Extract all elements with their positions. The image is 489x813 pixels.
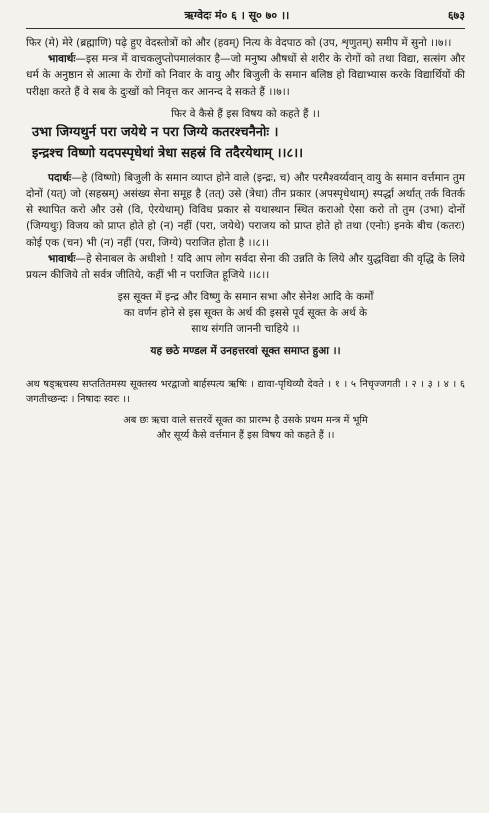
next-sukta-info: अथ षड्ऋचस्य सप्ततितमस्य सूक्तस्य भरद्वाजो बार्हस्पत्य ऋषिः । द्यावा-पृथिव्यौ देवते । १ । ५ निचृज्जगती । २ । ३ । ४ । ६ जगतीच्छन्दः । निषादः स्वरः ।। bbox=[26, 379, 465, 406]
padartha-text: —हे (विष्णो) बिजुली के समान व्याप्त होने वाले (इन्द्रः, च) और परमैश्वर्य्यवान् वायु के समान वर्त्तमान तुम दोनों (यत्) जो (सहस्रम्) असंख्य सेना समूह है (तत्) उसे (त्रेधा) तीन प्रकार (अपस्पृधेथाम्) स्पर्द्धा अर्थात् तर्क वितर्क से स्थापित करो और उसे (वि, ऐरयेथाम्) विविध प्रकार से यथास्थान स्थित कराओ ऐसा करो तो तुम (उभा) दोनों (जिग्यथुः) विजय को प्राप्त होते हो (न) नहीं (परा, जयेथे) पराजय को प्राप्त होते हो तथा (एनोः) इनके बीच (कतरः) कोई एक (चन) भी (न) नहीं (परा, जिग्ये) पराजित होता है ।।८।। bbox=[26, 171, 465, 249]
page-header bbox=[26, 8, 465, 24]
closing-line: यह छठे मण्डल में उनहत्तरवां सूक्त समाप्त हुआ ।। bbox=[150, 345, 341, 358]
summary-line-3: साथ संगति जाननी चाहिये ।। bbox=[191, 323, 300, 336]
bhavartha-label-2: भावार्थः bbox=[48, 252, 76, 265]
summary-line-2: का वर्णन होने से इस सूक्त के अर्थ की इससे पूर्व सूक्त के अर्थ के bbox=[123, 307, 368, 320]
bhavartha-paragraph-1 bbox=[26, 51, 465, 100]
bhavartha-paragraph-2 bbox=[26, 251, 465, 283]
header-title: ऋग्वेदः मं० ६ । सू० ७० ।। bbox=[184, 9, 290, 22]
subject-line: फिर वे कैसे हैं इस विषय को कहते हैं ।। bbox=[171, 107, 320, 120]
intro-paragraph: फिर (मे) मेरे (ब्रह्माणि) पढ़े हुए वेदस्तोत्रों को और (हवम्) नित्य के वेदपाठ को (उप, शृणुतम्) समीप में सुनो ।।७।। bbox=[26, 37, 452, 49]
final-line-1: अब छः ऋचा वाले सत्तरवें सूक्त का प्रारम्भ है उसके प्रथम मन्त्र में भूमि bbox=[123, 415, 368, 427]
page-number: ६७३ bbox=[447, 9, 465, 22]
bhavartha-label-1: भावार्थः bbox=[48, 53, 76, 66]
padartha-paragraph bbox=[26, 170, 465, 251]
header-rule bbox=[26, 28, 465, 29]
bhavartha-text-1: —इस मन्त्र में वाचकलुप्तोपमालंकार है—जो मनुष्य औषधों से शरीर के रोगों को तथा विद्या, सत्संग और धर्म के अनुष्ठान से आत्मा के रोगों को निवार के वायु और बिजुली के समान बलिष्ठ हो विद्याभ्यास करके विद्यार्थियों की परीक्षा करते हैं वे सब के दुःखों को निवृत्त कर आनन्द दे सकते हैं ।।७।। bbox=[26, 53, 465, 98]
padartha-label: पदार्थः bbox=[48, 171, 72, 184]
mantra-line-2: इन्द्रश्च विष्णो यदपस्पृधेथां त्रेधा सहस्रं वि तदैरयेथाम् ।।८।। bbox=[32, 145, 304, 161]
mantra-line-1: उभा जिग्यथुर्न परा जयेथे न परा जिग्ये कतरश्चनैनोः । bbox=[32, 124, 279, 140]
bhavartha-text-2: —हे सेनाबल के अधीशो ! यदि आप लोग सर्वदा सेना की उन्नति के लिये और युद्धविद्या की वृद्धि के लिये प्रयत्न कीजिये तो सर्वत्र जीतिये, कहीं भी न पराजित हूजिये ।।८।। bbox=[26, 252, 465, 282]
summary-line-1: इस सूक्त में इन्द्र और विष्णु के समान सभा और सेनेश आदि के कर्मों bbox=[117, 291, 374, 304]
final-line-2: और सूर्य्य कैसे वर्त्तमान हैं इस विषय को कहते हैं ।। bbox=[156, 430, 335, 442]
